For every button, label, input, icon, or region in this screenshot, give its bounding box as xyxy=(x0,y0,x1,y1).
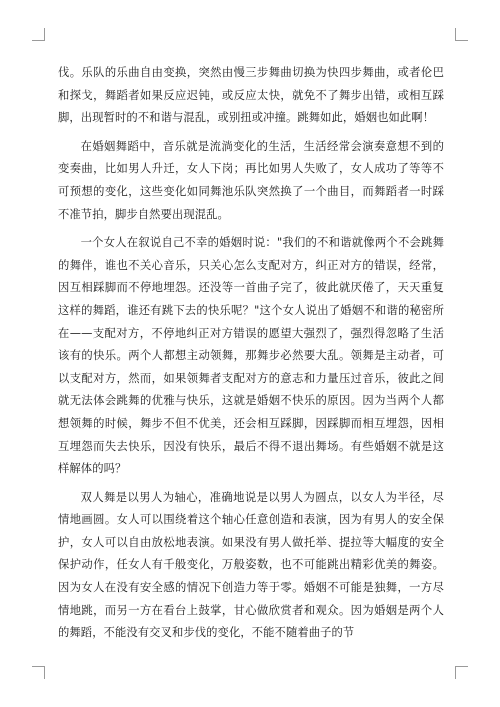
crop-mark-bottom-right xyxy=(455,666,468,679)
paragraph-3: 一个女人在叙说自己不幸的婚姻时说："我们的不和谐就像两个不会跳舞的舞伴，谁也不关心音乐，只关心怎么支配对方，纠正对方的错误，经常，因互相踩脚而不停地埋怨。还没等一首曲子完了，彼此就厌倦了，天天重复这样的舞蹈，谁还有跳下去的快乐呢？"这个女人说出了婚姻不和谐的秘密所在——支配对方，不停地纠正对方错误的愿望大强烈了，强烈得忽略了生活该有的快乐。两个人都想主动领舞，那舞步必然要大乱。领舞是主动者，可以支配对方，然而，如果领舞者支配对方的意志和力量压过音乐，彼此之间就无法体会跳舞的优雅与快乐，这就是婚姻不快乐的原因。因为当两个人都想领舞的时候，舞步不但不优美，还会相互踩脚，因踩脚而相互埋怨，因相互埋怨而失去快乐，因没有快乐，最后不得不退出舞场。有些婚姻不就是这样解体的吗？ xyxy=(58,236,444,476)
crop-mark-top-right xyxy=(455,28,468,41)
crop-mark-bottom-left xyxy=(32,666,45,679)
document-body xyxy=(58,62,444,651)
paragraph-2: 在婚姻舞蹈中，音乐就是流淌变化的生活，生活经常会演奏意想不到的变奏曲，比如男人升迁，女人下岗；再比如男人失败了，女人成功了等等不可预想的变化，这些变化如同舞池乐队突然换了一个曲目，而舞蹈者一时踩不准节拍，脚步自然要出现混乱。 xyxy=(58,139,444,221)
crop-mark-top-left xyxy=(32,28,45,41)
paragraph-4: 双人舞是以男人为轴心，准确地说是以男人为圆点，以女人为半径，尽情地画圆。女人可以围绕着这个轴心任意创造和表演，因为有男人的安全保护，女人可以自由放松地表演。如果没有男人做托举、提拉等大幅度的安全保护动作，任女人有千般变化，万般姿数，也不可能跳出精彩优美的舞姿。因为女人在没有安全感的情况下创造力等于零。婚姻不可能是独舞，一方尽情地跳，而另一方在看台上鼓掌，甘心做欣赏者和观众。因为婚姻是两个人的舞蹈，不能没有交叉和步伐的变化，不能不随着曲子的节 xyxy=(58,490,444,640)
paragraph-1: 伐。乐队的乐曲自由变换，突然由慢三步舞曲切换为快四步舞曲，或者伦巴和探戈，舞蹈者如果反应迟钝，或反应太快，就免不了舞步出错，或相互踩脚，出现暂时的不和谐与混乱，或别扭或冲撞。跳舞如此，婚姻也如此啊！ xyxy=(58,66,444,125)
